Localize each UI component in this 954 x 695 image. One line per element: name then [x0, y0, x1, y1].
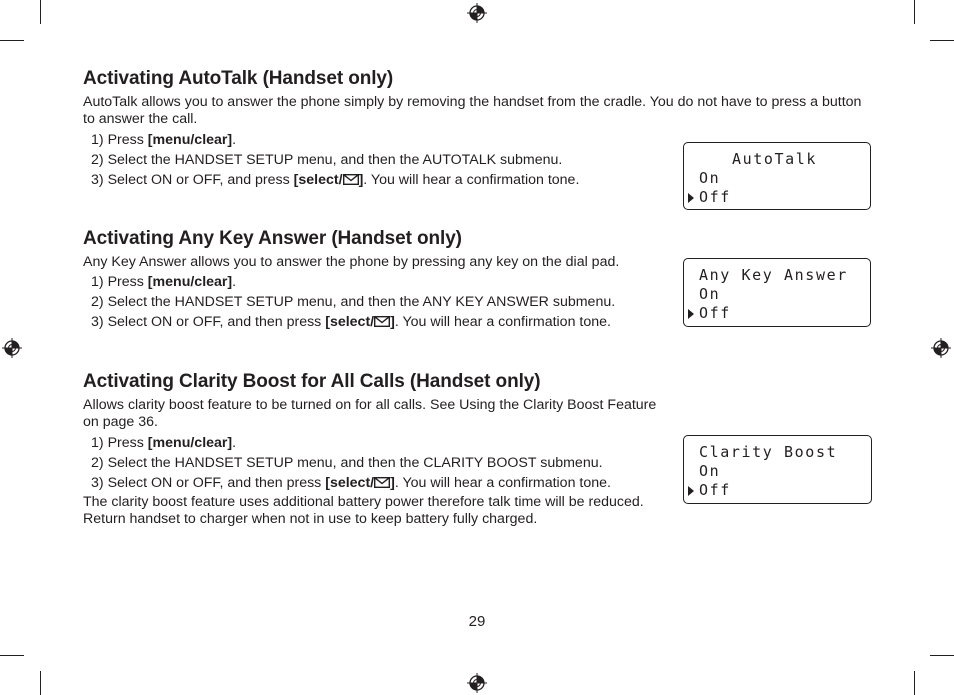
- section-outro: The clarity boost feature uses additional battery power therefore talk time will be reduced. Return handset to charger when not in use to keep battery fully charged.: [83, 494, 644, 527]
- lcd-option-off: Off: [684, 481, 871, 500]
- envelope-icon: [374, 477, 390, 488]
- crop-mark: [914, 671, 915, 695]
- section-title: Activating AutoTalk (Handset only): [83, 68, 394, 89]
- cursor-arrow-icon: [688, 309, 694, 319]
- lcd-option-off: Off: [684, 188, 870, 207]
- section-intro: AutoTalk allows you to answer the phone simply by removing the handset from the cradle. You do not have to press a button to answer the call.: [83, 94, 862, 127]
- step-item: 2) Select the HANDSET SETUP menu, and then the ANY KEY ANSWER submenu.: [91, 294, 616, 310]
- crop-mark: [930, 655, 954, 656]
- step-item: 3) Select ON or OFF, and then press [select/ ]. You will hear a confirmation tone.: [91, 314, 611, 330]
- cursor-arrow-icon: [688, 486, 694, 496]
- lcd-display-clarity-boost: [683, 435, 872, 504]
- section-intro: Any Key Answer allows you to answer the phone by pressing any key on the dial pad.: [83, 254, 620, 270]
- lcd-title: Any Key Answer: [699, 266, 848, 284]
- crop-mark: [914, 0, 915, 24]
- lcd-title: Clarity Boost: [699, 443, 838, 461]
- registration-mark-icon: [931, 338, 951, 358]
- crop-mark: [40, 0, 41, 24]
- step-item: 2) Select the HANDSET SETUP menu, and then the CLARITY BOOST submenu.: [91, 455, 603, 471]
- lcd-display-autotalk: [683, 142, 871, 210]
- crop-mark: [0, 40, 24, 41]
- step-item: 3) Select ON or OFF, and press [select/ ]. You will hear a confirmation tone.: [91, 172, 580, 188]
- crop-mark: [0, 655, 24, 656]
- cursor-arrow-icon: [688, 193, 694, 203]
- lcd-title: AutoTalk: [732, 150, 818, 168]
- crop-mark: [40, 671, 41, 695]
- step-item: 3) Select ON or OFF, and then press [select/ ]. You will hear a confirmation tone.: [91, 475, 611, 491]
- lcd-option-on: On: [699, 285, 721, 303]
- registration-mark-icon: [2, 338, 22, 358]
- lcd-display-any-key-answer: [683, 258, 871, 327]
- page-number: 29: [468, 613, 486, 630]
- section-title: Activating Any Key Answer (Handset only): [83, 228, 462, 249]
- envelope-icon: [374, 316, 390, 327]
- lcd-option-off: Off: [684, 304, 870, 323]
- lcd-option-on: On: [699, 169, 721, 187]
- lcd-option-on: On: [699, 462, 721, 480]
- registration-mark-icon: [467, 3, 487, 23]
- step-item: 2) Select the HANDSET SETUP menu, and then the AUTOTALK submenu.: [91, 152, 563, 168]
- crop-mark: [930, 40, 954, 41]
- step-item: 1) Press [menu/clear].: [91, 132, 237, 148]
- step-item: 1) Press [menu/clear].: [91, 274, 237, 290]
- envelope-icon: [343, 174, 359, 185]
- section-intro: Allows clarity boost feature to be turned on for all calls. See Using the Clarity Boost Feature on page 36.: [83, 397, 657, 430]
- registration-mark-icon: [467, 673, 487, 693]
- step-item: 1) Press [menu/clear].: [91, 435, 237, 451]
- section-title: Activating Clarity Boost for All Calls (Handset only): [83, 371, 541, 392]
